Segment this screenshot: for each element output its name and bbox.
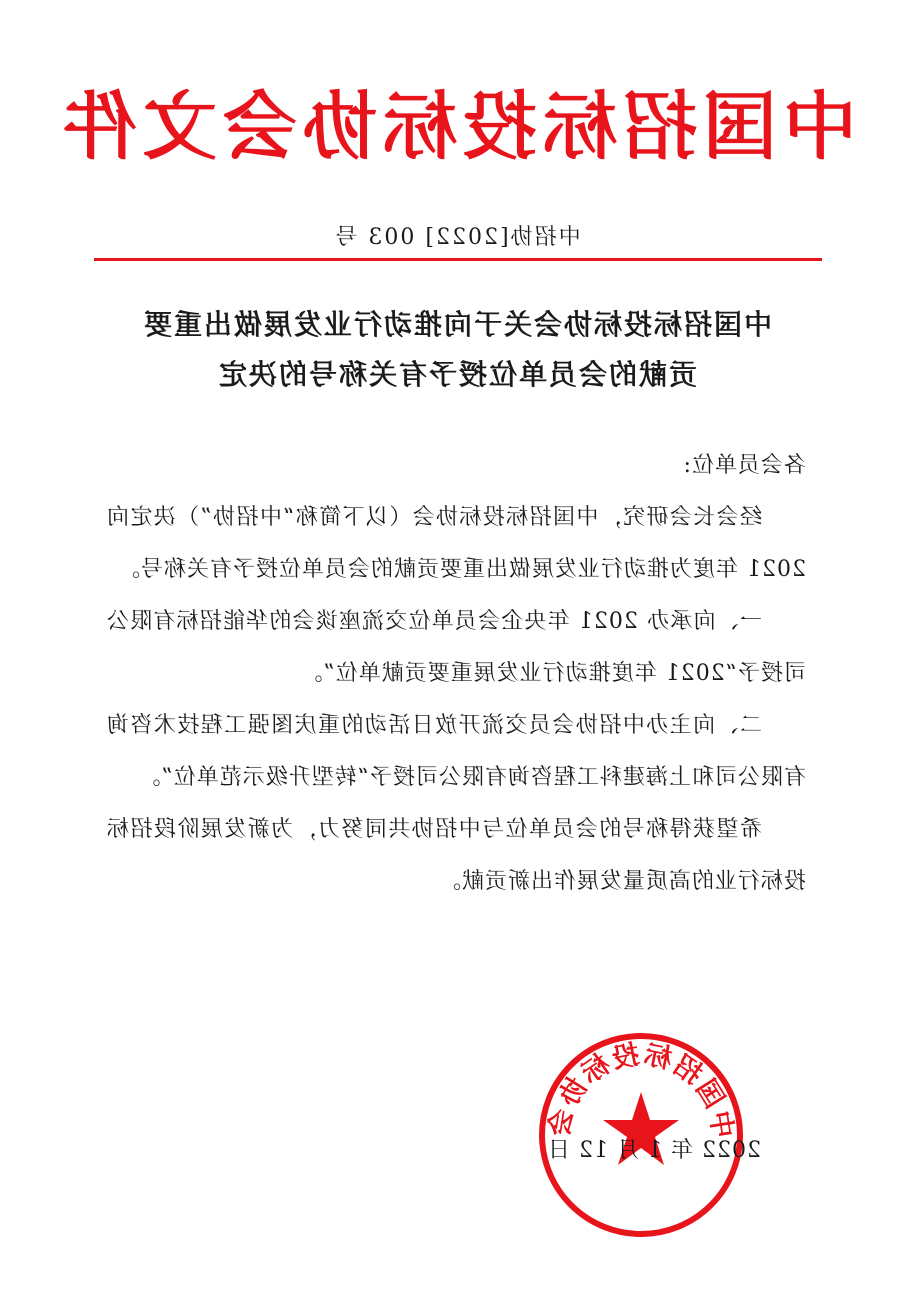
header-divider [94,258,822,261]
paragraph-item-2: 二、向主办中招协会员交流开放日活动的重庆图强工程技术咨询有限公司和上海建科工程咨询有限公司授予“转型升级示范单位”。 [106,713,806,790]
issue-date: 2022 年 1 月 12 日 [547,1138,761,1163]
document-title [100,300,814,400]
title-line-2: 贡献的会员单位授予有关称号的决定 [217,358,698,391]
seal-text: 中国招标投标协会 [543,1039,739,1141]
title-line-1: 中国招标投标协会关于向推动行业发展做出重要 [142,308,773,341]
paragraph-closing: 希望获得称号的会员单位与中招协共同努力，为新发展阶段招标投标行业的高质量发展作出新贡献。 [106,817,806,894]
document-masthead: 中国招标投标协会文件 [57,84,857,170]
salutation: 各会员单位: [682,453,806,478]
paragraph-item-1: 一、向承办 2021 年央企会员单位交流座谈会的华能招标有限公司授予“2021 年度推动行业发展重要贡献单位”。 [106,609,806,686]
paragraph-intro: 经会长会研究，中国招标投标协会（以下简称“中招协”）决定向 2021 年度为推动行业发展做出重要贡献的会员单位授予有关称号。 [106,505,806,582]
document-number: 中招协[2022] 003 号 [333,225,581,250]
document-body [106,440,806,908]
